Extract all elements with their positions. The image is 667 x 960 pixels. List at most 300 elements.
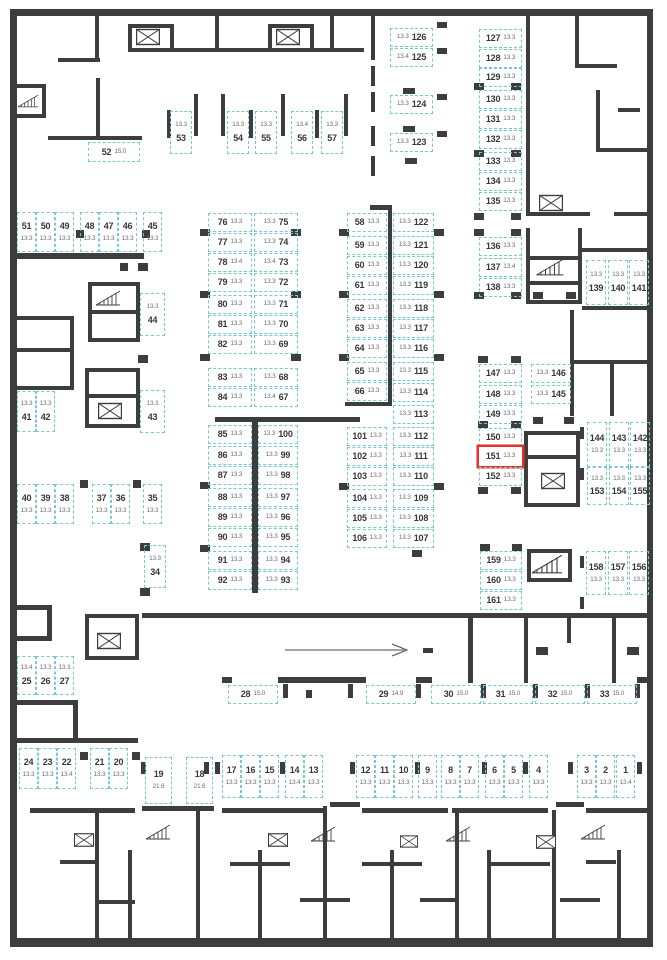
spot-area: 13.3 — [307, 779, 320, 787]
spot-area: 13.4 — [230, 258, 243, 266]
parking-spot-5[interactable] — [504, 755, 523, 798]
parking-spot-95[interactable] — [258, 528, 298, 547]
spot-number: 90 — [217, 532, 228, 542]
spot-area: 13.3 — [397, 779, 410, 787]
parking-spot-32[interactable] — [535, 685, 585, 704]
parking-spot-13[interactable] — [304, 755, 323, 798]
spot-area: 13.3 — [225, 779, 238, 787]
spot-area: 13.3 — [230, 471, 243, 479]
parking-spot-96[interactable] — [258, 508, 298, 527]
parking-spot-103[interactable] — [347, 467, 387, 486]
spot-area: 13.3 — [112, 771, 125, 779]
parking-spot-18[interactable] — [186, 757, 213, 804]
spot-number: 33 — [599, 689, 610, 699]
spot-number: 116 — [413, 343, 428, 353]
spot-area: 13.3 — [367, 387, 380, 395]
spot-area: 13.3 — [265, 576, 278, 584]
parking-spot-148[interactable] — [479, 385, 522, 404]
parking-spot-76[interactable] — [208, 213, 252, 232]
spot-number: 104 — [352, 493, 367, 503]
parking-spot-58[interactable] — [347, 213, 387, 232]
spot-area: 13.3 — [146, 234, 159, 242]
parking-spot-56[interactable] — [291, 111, 313, 154]
parking-spot-3[interactable] — [577, 755, 596, 798]
parking-spot-151[interactable] — [479, 447, 522, 466]
spot-number: 149 — [485, 409, 501, 419]
parking-spot-86[interactable] — [208, 446, 252, 465]
parking-spot-92[interactable] — [208, 571, 252, 590]
parking-spot-78[interactable] — [208, 253, 252, 272]
parking-spot-51[interactable] — [17, 212, 36, 252]
spot-area: 13.3 — [590, 271, 602, 279]
parking-spot-24[interactable] — [19, 748, 38, 789]
spot-area: 15.0 — [114, 147, 127, 155]
parking-spot-88[interactable] — [208, 488, 252, 507]
parking-spot-122[interactable] — [393, 213, 434, 232]
parking-spot-131[interactable] — [479, 110, 522, 129]
parking-spot-107[interactable] — [393, 529, 434, 548]
spot-area: 13.3 — [613, 447, 625, 455]
spot-number: 80 — [217, 299, 228, 309]
parking-spot-61[interactable] — [347, 276, 387, 295]
parking-spot-66[interactable] — [347, 382, 387, 401]
parking-spot-143[interactable] — [609, 422, 629, 467]
spot-area: 13.3 — [244, 779, 257, 787]
spot-number: 110 — [413, 471, 428, 481]
spot-number: 6 — [492, 765, 497, 776]
spot-number: 37 — [96, 492, 107, 503]
spot-number: 77 — [217, 237, 228, 247]
parking-spot-46[interactable] — [118, 212, 137, 252]
parking-spot-53[interactable] — [170, 111, 192, 154]
spot-area: 13.3 — [590, 575, 602, 583]
parking-spot-114[interactable] — [393, 383, 434, 402]
spot-area: 13.3 — [83, 234, 96, 242]
parking-spot-8[interactable] — [441, 755, 460, 798]
spot-area: 13.3 — [591, 474, 603, 482]
parking-spot-99[interactable] — [258, 446, 298, 465]
parking-spot-29[interactable] — [366, 685, 416, 704]
parking-spot-28[interactable] — [228, 685, 278, 704]
spot-number: 26 — [40, 675, 51, 686]
spot-number: 124 — [411, 99, 427, 109]
parking-spot-121[interactable] — [393, 236, 434, 255]
parking-spot-156[interactable] — [629, 551, 649, 595]
parking-spot-119[interactable] — [393, 276, 434, 295]
spot-number: 151 — [485, 451, 501, 461]
spot-number: 22 — [61, 757, 72, 768]
spot-number: 65 — [354, 366, 365, 376]
spot-number: 102 — [352, 451, 367, 461]
spot-area: 13.3 — [421, 779, 434, 787]
parking-spot-153[interactable] — [587, 467, 607, 505]
parking-spot-25[interactable] — [17, 656, 36, 695]
spot-number: 145 — [551, 389, 566, 399]
parking-spot-19[interactable] — [145, 757, 172, 804]
spot-area: 13.3 — [378, 779, 391, 787]
parking-spot-106[interactable] — [347, 529, 387, 548]
parking-spot-57[interactable] — [321, 111, 343, 154]
parking-spot-100[interactable] — [258, 425, 298, 444]
parking-spot-123[interactable] — [390, 133, 433, 152]
parking-spot-149[interactable] — [479, 405, 522, 424]
spot-number: 105 — [352, 513, 367, 523]
spot-number: 41 — [21, 411, 32, 422]
spot-number: 123 — [411, 137, 427, 147]
parking-spot-129[interactable] — [479, 68, 522, 87]
parking-spot-115[interactable] — [393, 362, 434, 381]
spot-area: 13.3 — [503, 556, 516, 564]
parking-spot-157[interactable] — [608, 551, 628, 595]
spot-number: 113 — [413, 409, 428, 419]
parking-spot-93[interactable] — [258, 571, 298, 590]
spot-area: 13.3 — [263, 430, 276, 438]
spot-area: 13.3 — [263, 218, 276, 226]
parking-spot-31[interactable] — [483, 685, 533, 704]
parking-spot-142[interactable] — [630, 422, 650, 467]
parking-spot-73[interactable] — [254, 253, 298, 272]
parking-spot-27[interactable] — [55, 656, 74, 695]
parking-spot-154[interactable] — [609, 467, 629, 505]
parking-spot-128[interactable] — [479, 49, 522, 68]
parking-spot-145[interactable] — [531, 385, 571, 404]
spot-number: 139 — [588, 282, 604, 293]
parking-spot-159[interactable] — [480, 551, 522, 570]
parking-spot-74[interactable] — [254, 233, 298, 252]
spot-area: 13.3 — [175, 121, 187, 129]
parking-spot-136[interactable] — [479, 237, 522, 256]
spot-number: 13 — [308, 765, 319, 776]
spot-area: 13.3 — [58, 664, 71, 672]
spot-number: 158 — [588, 561, 604, 572]
spot-area: 13.3 — [20, 506, 33, 514]
parking-spot-140[interactable] — [608, 260, 628, 305]
spot-area: 13.3 — [503, 135, 516, 143]
parking-spot-135[interactable] — [479, 192, 522, 211]
spot-area: 13.3 — [503, 369, 516, 377]
spot-number: 85 — [217, 429, 228, 439]
spot-number: 117 — [413, 323, 428, 333]
parking-spot-72[interactable] — [254, 273, 298, 292]
parking-spot-11[interactable] — [375, 755, 394, 798]
parking-spot-130[interactable] — [479, 90, 522, 109]
parking-spot-118[interactable] — [393, 299, 434, 318]
parking-spot-15[interactable] — [260, 755, 279, 798]
spot-number: 24 — [23, 757, 34, 768]
parking-spot-125[interactable] — [390, 48, 433, 67]
spot-number: 57 — [327, 132, 337, 143]
parking-spot-2[interactable] — [596, 755, 615, 798]
spot-number: 92 — [217, 575, 228, 585]
parking-spot-87[interactable] — [208, 466, 252, 485]
spot-number: 152 — [485, 471, 501, 481]
spot-area: 13.3 — [230, 513, 243, 521]
parking-spot-134[interactable] — [479, 172, 522, 191]
spot-area: 13.3 — [369, 452, 382, 460]
spot-number: 70 — [278, 319, 289, 329]
parking-spot-10[interactable] — [394, 755, 413, 798]
parking-spot-17[interactable] — [222, 755, 241, 798]
spot-area: 13.3 — [230, 430, 243, 438]
parking-spot-111[interactable] — [393, 447, 434, 466]
spot-area: 13.3 — [503, 596, 516, 604]
parking-spot-41[interactable] — [17, 391, 36, 432]
spot-number: 29 — [378, 689, 389, 699]
parking-spot-42[interactable] — [36, 391, 55, 432]
spot-area: 13.3 — [634, 474, 646, 482]
parking-spot-83[interactable] — [208, 368, 252, 387]
parking-spot-85[interactable] — [208, 425, 252, 444]
parking-spot-109[interactable] — [393, 489, 434, 508]
spot-area: 13.3 — [58, 234, 71, 242]
spot-area: 13.4 — [396, 53, 409, 61]
parking-spot-110[interactable] — [393, 467, 434, 486]
parking-spot-67[interactable] — [254, 388, 298, 407]
spot-area: 13.3 — [399, 304, 411, 312]
spot-area: 13.3 — [599, 779, 612, 787]
parking-spot-49[interactable] — [55, 212, 74, 252]
parking-spot-155[interactable] — [630, 467, 650, 505]
parking-spot-62[interactable] — [347, 299, 387, 318]
spot-number: 4 — [536, 765, 541, 776]
parking-spot-14[interactable] — [285, 755, 304, 798]
parking-spot-37[interactable] — [92, 484, 111, 524]
parking-spot-158[interactable] — [586, 551, 606, 595]
parking-spot-146[interactable] — [531, 364, 571, 383]
parking-spot-133[interactable] — [479, 152, 522, 171]
spot-number: 62 — [354, 303, 365, 313]
parking-spot-81[interactable] — [208, 315, 252, 334]
parking-spot-113[interactable] — [393, 405, 434, 424]
parking-spot-79[interactable] — [208, 273, 252, 292]
parking-spot-152[interactable] — [479, 467, 522, 486]
spot-area: 13.3 — [367, 324, 380, 332]
spot-area: 13.3 — [398, 218, 411, 226]
spot-area: 13.3 — [503, 115, 516, 123]
spot-number: 66 — [354, 386, 365, 396]
parking-spot-126[interactable] — [390, 28, 433, 47]
parking-spot-90[interactable] — [208, 528, 252, 547]
spot-area: 21.6 — [193, 783, 206, 791]
parking-spot-105[interactable] — [347, 509, 387, 528]
parking-spot-120[interactable] — [393, 256, 434, 275]
spot-number: 78 — [217, 257, 228, 267]
spot-area: 13.3 — [503, 283, 516, 291]
spot-number: 72 — [278, 277, 289, 287]
spot-number: 10 — [398, 765, 409, 776]
parking-spot-116[interactable] — [393, 339, 434, 358]
parking-spot-161[interactable] — [480, 591, 522, 610]
parking-spot-108[interactable] — [393, 509, 434, 528]
parking-spot-9[interactable] — [418, 755, 437, 798]
spot-number: 43 — [147, 411, 158, 422]
parking-spot-82[interactable] — [208, 335, 252, 354]
parking-spot-7[interactable] — [460, 755, 479, 798]
parking-spot-63[interactable] — [347, 319, 387, 338]
parking-spot-50[interactable] — [36, 212, 55, 252]
parking-spot-101[interactable] — [347, 427, 387, 446]
spot-number: 82 — [217, 339, 228, 349]
spot-area: 13.3 — [536, 369, 549, 377]
parking-spot-39[interactable] — [36, 484, 55, 524]
parking-spot-71[interactable] — [254, 295, 298, 314]
parking-spot-144[interactable] — [587, 422, 607, 467]
spot-number: 50 — [40, 220, 51, 231]
parking-spot-20[interactable] — [109, 748, 128, 789]
spot-number: 129 — [485, 72, 501, 82]
spot-area: 13.3 — [369, 494, 382, 502]
spot-number: 128 — [485, 53, 501, 63]
parking-spot-34[interactable] — [144, 545, 166, 588]
parking-spot-26[interactable] — [36, 656, 55, 695]
parking-spot-127[interactable] — [479, 29, 522, 48]
parking-spot-150[interactable] — [479, 428, 522, 447]
parking-spot-45[interactable] — [143, 212, 162, 252]
parking-spot-6[interactable] — [485, 755, 504, 798]
parking-spot-75[interactable] — [254, 213, 298, 232]
spot-number: 96 — [280, 512, 291, 522]
spot-number: 130 — [485, 94, 501, 104]
parking-spot-69[interactable] — [254, 335, 298, 354]
spot-number: 75 — [278, 217, 289, 227]
spot-area: 13.3 — [149, 555, 161, 563]
spot-area: 13.3 — [102, 234, 115, 242]
parking-spot-33[interactable] — [587, 685, 637, 704]
spot-number: 133 — [485, 156, 501, 166]
parking-spot-117[interactable] — [393, 319, 434, 338]
spot-number: 103 — [352, 471, 367, 481]
spot-number: 156 — [631, 561, 647, 572]
spot-number: 125 — [411, 52, 427, 62]
parking-spot-138[interactable] — [479, 278, 522, 297]
spot-area: 13.3 — [503, 452, 516, 460]
parking-spot-147[interactable] — [479, 364, 522, 383]
parking-spot-16[interactable] — [241, 755, 260, 798]
spot-area: 13.3 — [399, 410, 411, 418]
spot-number: 86 — [217, 450, 228, 460]
spot-area: 13.3 — [58, 506, 71, 514]
spot-area: 13.3 — [396, 33, 409, 41]
parking-spot-97[interactable] — [258, 488, 298, 507]
spot-area: 13.3 — [369, 514, 382, 522]
spot-number: 64 — [354, 343, 365, 353]
spot-number: 44 — [147, 314, 158, 325]
parking-spot-43[interactable] — [140, 390, 165, 433]
spot-area: 13.3 — [633, 271, 645, 279]
spot-number: 60 — [354, 260, 365, 270]
spot-number: 68 — [278, 372, 289, 382]
spot-area: 13.3 — [230, 300, 243, 308]
parking-spot-141[interactable] — [629, 260, 649, 305]
parking-spot-35[interactable] — [143, 484, 162, 524]
spot-number: 32 — [547, 689, 558, 699]
parking-spot-52[interactable] — [88, 142, 140, 162]
parking-spot-38[interactable] — [55, 484, 74, 524]
parking-spot-89[interactable] — [208, 508, 252, 527]
spot-number: 71 — [278, 299, 289, 309]
spot-area: 21.6 — [152, 783, 165, 791]
spot-number: 8 — [448, 765, 453, 776]
spot-number: 142 — [632, 433, 648, 444]
spot-number: 2 — [603, 765, 608, 776]
spot-number: 49 — [59, 220, 70, 231]
parking-spot-68[interactable] — [254, 368, 298, 387]
parking-spot-65[interactable] — [347, 362, 387, 381]
parking-spot-55[interactable] — [255, 111, 277, 154]
parking-spot-59[interactable] — [347, 236, 387, 255]
parking-spot-80[interactable] — [208, 295, 252, 314]
parking-spot-139[interactable] — [586, 260, 606, 305]
spot-area: 13.3 — [367, 281, 380, 289]
spot-number: 12 — [360, 765, 371, 776]
parking-spot-36[interactable] — [111, 484, 130, 524]
spot-number: 119 — [413, 280, 428, 290]
spot-number: 18 — [194, 769, 205, 780]
spot-number: 98 — [280, 470, 291, 480]
spot-area: 13.3 — [613, 474, 625, 482]
spot-number: 14 — [289, 765, 300, 776]
spot-number: 126 — [411, 32, 427, 42]
parking-spot-40[interactable] — [17, 484, 36, 524]
parking-spot-112[interactable] — [393, 427, 434, 446]
spot-number: 23 — [42, 757, 53, 768]
parking-spot-104[interactable] — [347, 489, 387, 508]
parking-spot-23[interactable] — [38, 748, 57, 789]
parking-spot-77[interactable] — [208, 233, 252, 252]
spot-number: 136 — [485, 241, 501, 251]
spot-number: 27 — [59, 675, 70, 686]
parking-spot-1[interactable] — [616, 755, 635, 798]
parking-spot-132[interactable] — [479, 130, 522, 149]
parking-spot-124[interactable] — [390, 95, 433, 114]
parking-spot-91[interactable] — [208, 551, 252, 570]
spot-number: 56 — [297, 132, 307, 143]
parking-spot-102[interactable] — [347, 447, 387, 466]
spot-area: 13.3 — [591, 447, 603, 455]
parking-spot-137[interactable] — [479, 258, 522, 277]
parking-spot-30[interactable] — [431, 685, 481, 704]
parking-spot-22[interactable] — [57, 748, 76, 789]
spot-number: 109 — [413, 493, 429, 503]
spot-area: 13.3 — [41, 771, 54, 779]
parking-spot-4[interactable] — [529, 755, 548, 798]
spot-area: 13.3 — [396, 100, 409, 108]
parking-spot-64[interactable] — [347, 339, 387, 358]
parking-spot-60[interactable] — [347, 256, 387, 275]
parking-spot-47[interactable] — [99, 212, 118, 252]
parking-spot-21[interactable] — [90, 748, 109, 789]
spot-area: 13.3 — [367, 261, 380, 269]
parking-spot-54[interactable] — [227, 111, 249, 154]
parking-spot-98[interactable] — [258, 466, 298, 485]
parking-spot-48[interactable] — [80, 212, 99, 252]
spot-area: 13.3 — [367, 367, 380, 375]
parking-spot-44[interactable] — [140, 293, 165, 336]
parking-spot-94[interactable] — [258, 551, 298, 570]
spot-area: 13.3 — [230, 238, 243, 246]
parking-spot-160[interactable] — [480, 571, 522, 590]
parking-spot-84[interactable] — [208, 388, 252, 407]
parking-spot-12[interactable] — [356, 755, 375, 798]
spot-number: 25 — [21, 675, 32, 686]
spot-number: 7 — [467, 765, 472, 776]
parking-spot-70[interactable] — [254, 315, 298, 334]
spot-area: 13.3 — [359, 779, 372, 787]
spot-area: 13.3 — [146, 506, 159, 514]
spot-area: 13.3 — [263, 340, 276, 348]
spot-number: 108 — [413, 513, 429, 523]
spot-area: 13.3 — [396, 138, 409, 146]
